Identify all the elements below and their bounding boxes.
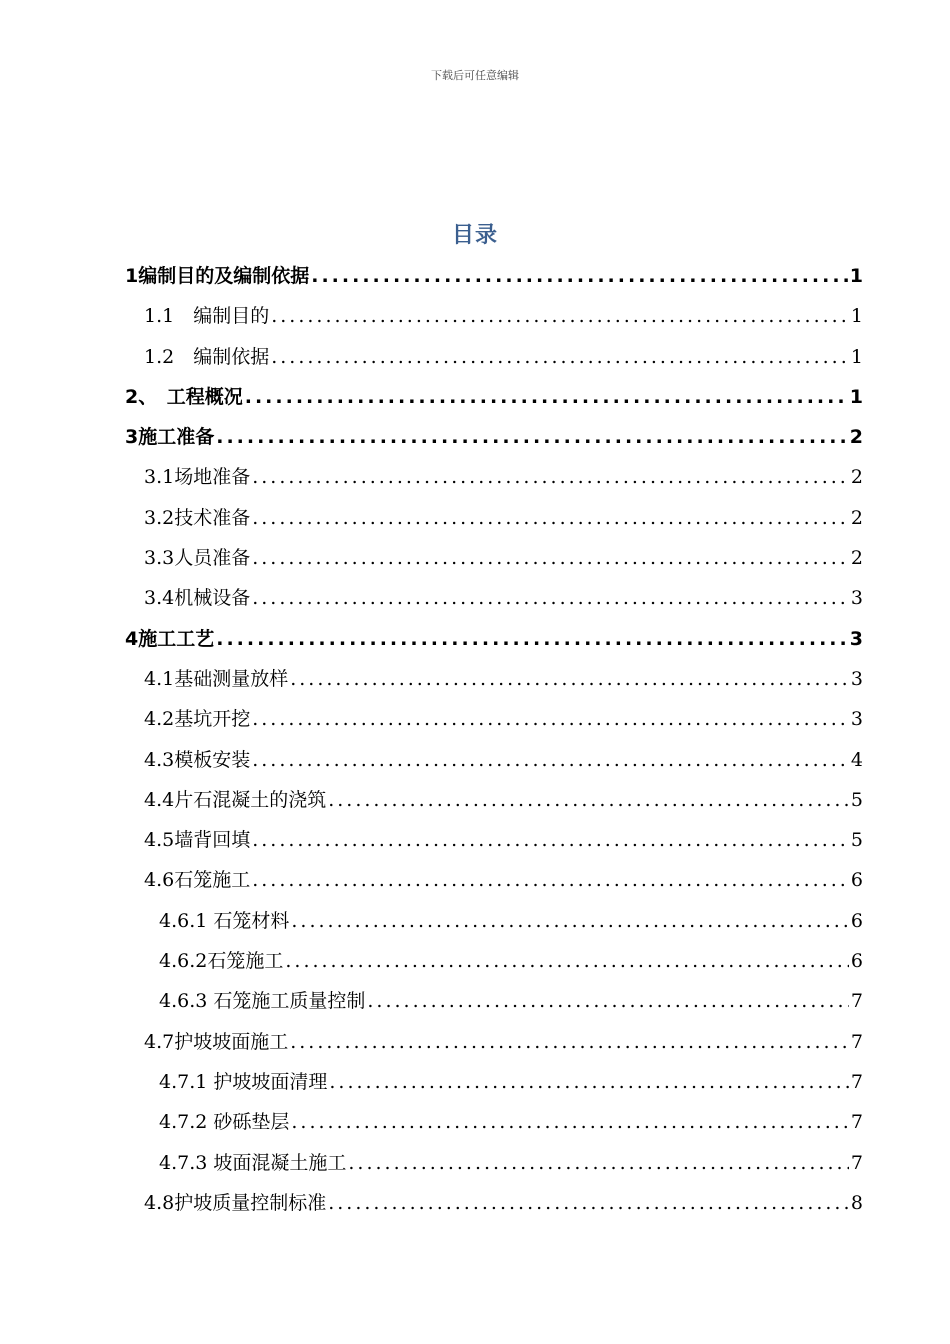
toc-entry[interactable]: [125, 457, 863, 497]
toc-dot-leader: [245, 377, 848, 417]
toc-page-number: 3: [849, 627, 863, 650]
toc-entry[interactable]: [125, 820, 863, 860]
toc-page-number: 1: [850, 305, 863, 328]
toc-entry[interactable]: [125, 699, 863, 739]
toc-entry-title: 4.6.3 石笼施工质量控制: [159, 990, 366, 1013]
toc-entry[interactable]: [125, 860, 863, 900]
toc-page-number: 2: [850, 506, 863, 529]
toc-entry[interactable]: [125, 377, 863, 417]
toc-page-number: 7: [850, 990, 863, 1013]
toc-dot-leader: [329, 1062, 849, 1102]
toc-dot-leader: [328, 780, 849, 820]
toc-entry-title: 4.5墙背回填: [144, 829, 251, 852]
toc-dot-leader: [271, 337, 849, 377]
toc-page-number: 3: [850, 667, 863, 690]
toc-entry[interactable]: [125, 1022, 863, 1062]
toc-entry[interactable]: [125, 1102, 863, 1142]
toc-entry-title: 1编制目的及编制依据: [125, 265, 310, 287]
toc-entry[interactable]: [125, 1183, 863, 1223]
toc-page-number: 7: [850, 1070, 863, 1093]
toc-dot-leader: [216, 619, 848, 659]
toc-entry-title: 3施工准备: [125, 426, 215, 449]
toc-dot-leader: [252, 578, 849, 618]
toc-page-number: 6: [850, 909, 863, 932]
toc-entry-title: 3.3人员准备: [144, 547, 251, 570]
toc-entry[interactable]: [125, 901, 863, 941]
toc-entry-title: 4.1基础测量放样: [144, 667, 289, 690]
toc-dot-leader: [252, 740, 849, 780]
toc-entry-title: 4.6石笼施工: [144, 869, 251, 892]
toc-dot-leader: [290, 659, 849, 699]
toc-page-number: 5: [850, 788, 863, 811]
toc-entry[interactable]: [125, 659, 863, 699]
toc-dot-leader: [252, 820, 849, 860]
toc-entry-title: 2、 工程概况: [125, 385, 243, 408]
toc-page-number: 2: [850, 466, 863, 489]
toc-dot-leader: [252, 699, 849, 739]
toc-entry[interactable]: [125, 498, 863, 538]
toc-entry[interactable]: [125, 740, 863, 780]
toc-entry-title: 4.2基坑开挖: [144, 708, 251, 731]
toc-entry-title: 4.7.1 护坡坡面清理: [159, 1070, 328, 1093]
header-note: 下载后可任意编辑: [431, 69, 519, 82]
toc-entry[interactable]: [125, 538, 863, 578]
toc-entry-title: 4.6.1 石笼材料: [159, 909, 290, 932]
toc-entry-title: 4.7.2 砂砾垫层: [159, 1111, 290, 1134]
toc-page-number: 3: [850, 708, 863, 731]
toc-dot-leader: [285, 941, 849, 981]
toc-entry[interactable]: [125, 981, 863, 1021]
toc-entry-title: 3.4机械设备: [144, 587, 251, 610]
toc-page-number: 1: [850, 345, 863, 368]
toc-entry[interactable]: [125, 417, 863, 457]
toc-dot-leader: [252, 457, 849, 497]
toc-page-number: 2: [849, 426, 863, 449]
toc-entry-title: 3.2技术准备: [144, 506, 251, 529]
toc-entry-title: 1.2 编制依据: [144, 345, 270, 368]
toc-page-number: 7: [850, 1030, 863, 1053]
toc-dot-leader: [311, 256, 848, 296]
toc-dot-leader: [216, 417, 848, 457]
toc-page-number: 6: [850, 950, 863, 973]
toc-entry-title: 4.8护坡质量控制标准: [144, 1191, 327, 1214]
toc-entry-title: 4.3模板安装: [144, 748, 251, 771]
toc-entry-title: 4.4片石混凝土的浇筑: [144, 788, 327, 811]
table-of-contents: [125, 256, 863, 1223]
toc-entry[interactable]: [125, 337, 863, 377]
toc-entry[interactable]: [125, 941, 863, 981]
toc-page-number: 7: [850, 1151, 863, 1174]
toc-dot-leader: [348, 1143, 849, 1183]
toc-page-number: 6: [850, 869, 863, 892]
toc-entry[interactable]: [125, 619, 863, 659]
toc-dot-leader: [367, 981, 849, 1021]
toc-entry[interactable]: [125, 780, 863, 820]
toc-entry[interactable]: [125, 1143, 863, 1183]
toc-page-number: 5: [850, 829, 863, 852]
toc-dot-leader: [291, 901, 849, 941]
toc-entry[interactable]: [125, 296, 863, 336]
toc-entry[interactable]: [125, 1062, 863, 1102]
toc-dot-leader: [328, 1183, 849, 1223]
toc-page-number: 3: [850, 587, 863, 610]
page-title: 目录: [451, 223, 498, 248]
toc-entry[interactable]: [125, 578, 863, 618]
toc-entry-title: 4.7.3 坡面混凝土施工: [159, 1151, 347, 1174]
toc-dot-leader: [252, 498, 849, 538]
toc-dot-leader: [290, 1022, 849, 1062]
toc-entry-title: 4施工工艺: [125, 627, 215, 650]
toc-page-number: 7: [850, 1111, 863, 1134]
toc-page-number: 4: [850, 748, 863, 771]
toc-entry-title: 3.1场地准备: [144, 466, 251, 489]
toc-dot-leader: [291, 1102, 849, 1142]
toc-entry-title: 4.6.2石笼施工: [159, 950, 284, 973]
toc-entry-title: 1.1 编制目的: [144, 305, 270, 328]
toc-dot-leader: [252, 860, 849, 900]
toc-page-number: 1: [849, 265, 863, 287]
toc-entry[interactable]: [125, 256, 863, 296]
toc-dot-leader: [252, 538, 849, 578]
toc-page-number: 1: [849, 385, 863, 408]
toc-dot-leader: [271, 296, 849, 336]
toc-entry-title: 4.7护坡坡面施工: [144, 1030, 289, 1053]
toc-page-number: 8: [850, 1191, 863, 1214]
toc-page-number: 2: [850, 547, 863, 570]
